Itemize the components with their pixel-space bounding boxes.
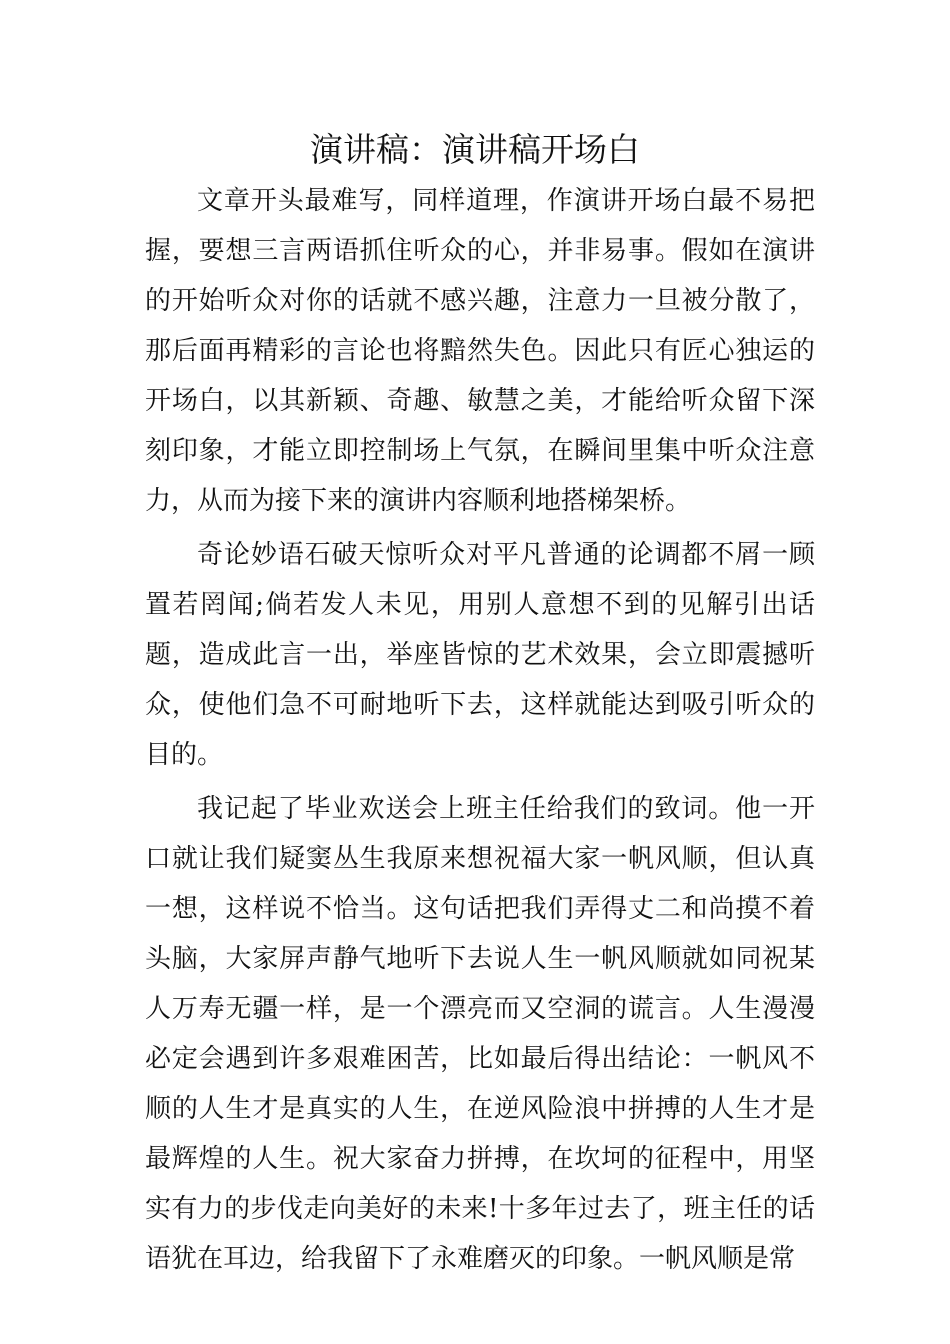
paragraph-3: 我记起了毕业欢送会上班主任给我们的致词。他一开口就让我们疑窦丛生我原来想祝福大家一帆风顺，但认真一想，这样说不恰当。这句话把我们弄得丈二和尚摸不着头脑，大家屏声静气地听下去说人生一帆风顺就如同祝某人万寿无疆一样，是一个漂亮而又空洞的谎言。人生漫漫必定会遇到许多艰难困苦，比如最后得出结论：一帆风不顺的人生才是真实的人生，在逆风险浪中拼搏的人生才是最辉煌的人生。祝大家奋力拼搏，在坎坷的征程中，用坚实有力的步伐走向美好的未来!十多年过去了，班主任的话语犹在耳边，给我留下了永难磨灭的印象。一帆风顺是常 [145, 794, 815, 1274]
paragraph-2: 奇论妙语石破天惊听众对平凡普通的论调都不屑一顾置若罔闻;倘若发人未见，用别人意想不到的见解引出话题，造成此言一出，举座皆惊的艺术效果，会立即震撼听众，使他们急不可耐地听下去，这样就能达到吸引听众的目的。 [145, 540, 815, 770]
paragraph-1: 文章开头最难写，同样道理，作演讲开场白最不易把握，要想三言两语抓住听众的心，并非易事。假如在演讲的开始听众对你的话就不感兴趣，注意力一旦被分散了，那后面再精彩的言论也将黯然失色。因此只有匠心独运的开场白，以其新颖、奇趣、敏慧之美，才能给听众留下深刻印象，才能立即控制场上气氛，在瞬间里集中听众注意力，从而为接下来的演讲内容顺利地搭梯架桥。 [145, 186, 815, 516]
document-body [145, 176, 815, 1284]
document-title: 演讲稿：演讲稿开场白 [310, 130, 640, 169]
